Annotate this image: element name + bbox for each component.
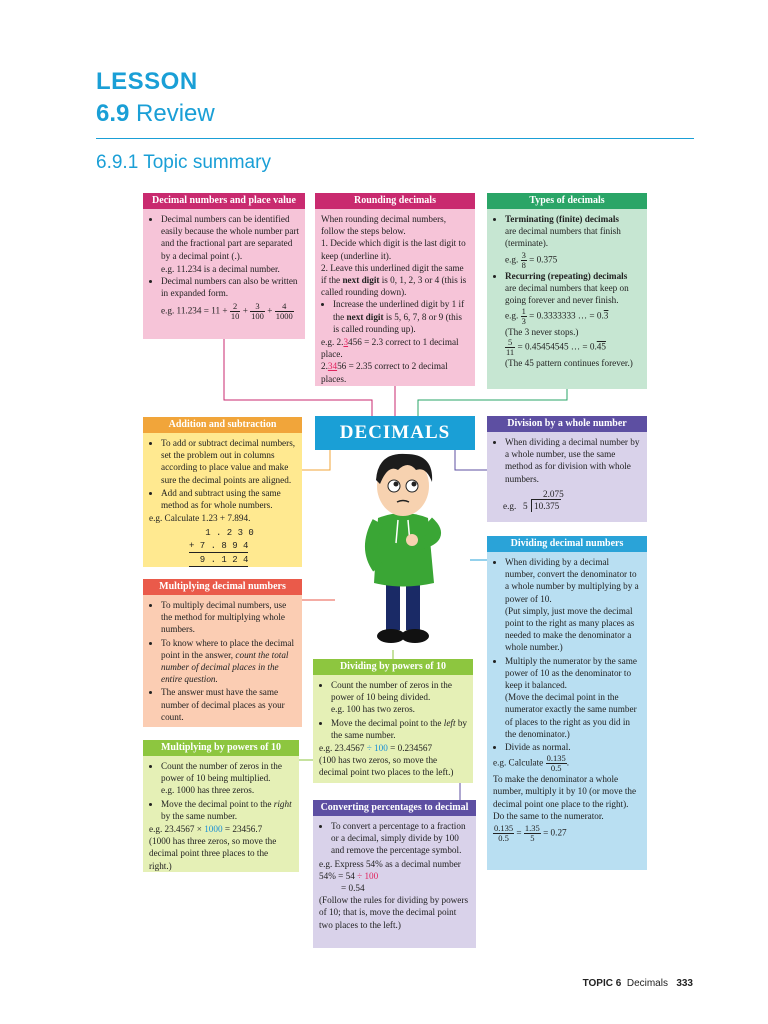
thinking-boy-illustration	[348, 448, 458, 648]
plus-sign: +	[242, 306, 248, 317]
division-whole-box	[487, 416, 647, 522]
multiplying-header: Multiplying decimal numbers	[143, 579, 302, 595]
dividing-decimals-header: Dividing decimal numbers	[487, 536, 647, 552]
addition-bullet-1: • To add or subtract decimal numbers, set the problem out in columns according to place value and make sure the decimal points are aligned.	[161, 437, 296, 486]
rounding-step-1: 1. Decide which digit is the last digit to keep (underline it).	[321, 238, 466, 261]
multiplying-bullet-1: • To multiply decimal numbers, use the method for multiplying whole numbers.	[161, 599, 296, 636]
dividing-decimals-explanation: To make the denominator a whole number, multiply it by 10 (or move the decimal point one place to the right). Do the same to the numerator.	[493, 774, 637, 821]
converting-step-2: = 0.54	[341, 883, 365, 894]
types-header: Types of decimals	[487, 193, 647, 209]
page-number: 333	[676, 978, 693, 989]
multiplying-bullet-3: • The answer must have the same number of decimal places as your count.	[161, 686, 296, 723]
rounding-header: Rounding decimals	[315, 193, 475, 209]
converting-bullet-1: • To convert a percentage to a fraction or a decimal, simply divide by 100 and remove the percentage symbol.	[331, 820, 470, 857]
rounding-step-2: 2. Leave this underlined digit the same if the next digit is 0, 1, 2, 3 or 4 (this is called rounding down).	[321, 262, 467, 298]
fraction: $\frac{3}{100}$	[251, 301, 264, 322]
long-division	[493, 486, 641, 516]
place-value-example-1: e.g. 11.234 is a decimal number.	[161, 263, 280, 274]
division-whole-bullet-1: • When dividing a decimal number by a whole number, use the same method as for division with whole numbers.	[505, 436, 641, 485]
division-dividend: 10.375	[531, 499, 561, 512]
section-heading: 6.9.1 Topic summary	[96, 152, 271, 173]
addition-result: 9 . 1 2 4	[189, 555, 249, 566]
dividing-decimals-bullet-2: • Multiply the numerator by the same power of 10 as the denominator to keep it balanced. (Move the decimal point in the numerator exactly the same number of places to the right as you did in the denominator.)	[505, 655, 641, 740]
types-recurring: • Recurring (repeating) decimals are decimal numbers that keep on going forever and never finish.	[505, 270, 641, 307]
types-example-2: e.g. $\frac{1}{3}$ = 0.3333333 … = 0.3	[505, 306, 609, 327]
division-divisor: 5	[523, 500, 528, 511]
multiplying-bullet-2: • To know where to place the decimal point in the answer, count the total number of decimal places in the entire question.	[161, 637, 296, 686]
converting-header: Converting percentages to decimal	[313, 800, 476, 816]
addition-box	[143, 417, 302, 567]
page-footer	[583, 978, 693, 989]
place-value-expanded-form	[149, 302, 299, 321]
multiplying-box	[143, 579, 302, 727]
dividing-powers-note: (100 has two zeros, so move the decimal point two places to the left.)	[319, 755, 454, 778]
dividing-powers-box	[313, 659, 473, 783]
footer-topic: TOPIC 6	[582, 978, 622, 989]
rounding-intro: When rounding decimal numbers, follow the steps below.	[321, 214, 447, 237]
place-value-bullet-2: • Decimal numbers can also be written in expanded form.	[161, 275, 299, 299]
converting-note: (Follow the rules for dividing by powers of 10; that is, move the decimal point two places to the left.)	[319, 895, 469, 930]
footer-topic-name: Decimals	[626, 978, 668, 989]
place-value-box	[143, 193, 305, 339]
lesson-label: LESSON	[96, 68, 198, 95]
converting-box	[313, 800, 476, 948]
rounding-step-3: • Increase the underlined digit by 1 if the next digit is 5, 6, 7, 8 or 9 (this is called rounding up).	[333, 298, 469, 335]
dividing-decimals-box	[487, 536, 647, 870]
types-example-3: $\frac{5}{11}$ = 0.45454545 … = 0.45	[506, 337, 606, 358]
addition-example: e.g. Calculate 1.23 + 7.894.	[149, 513, 251, 524]
dividing-powers-bullet-1: • Count the number of zeros in the power of 10 being divided. e.g. 100 has two zeros.	[331, 679, 467, 716]
types-note-1: (The 3 never stops.)	[505, 327, 579, 338]
fraction: $\frac{4}{1000}$	[275, 301, 293, 322]
division-quotient: 2.075	[543, 488, 564, 499]
types-note-2: (The 45 pattern continues forever.)	[505, 358, 633, 369]
topic-title: DECIMALS	[315, 416, 475, 450]
dividing-powers-bullet-2: • Move the decimal point to the left by the same number.	[331, 717, 467, 741]
division-eg-label: e.g.	[503, 500, 517, 511]
multiplying-powers-bullet-2: • Move the decimal point to the right by the same number.	[161, 798, 293, 822]
converting-step-1: 54% = 54 ÷ 100	[319, 870, 379, 881]
place-value-bullet-1: • Decimal numbers can be identified easily because the whole number part and the fractional part are separated by a decimal point (.).	[161, 213, 299, 262]
place-value-header: Decimal numbers and place value	[143, 193, 305, 209]
expanded-prefix: e.g. 11.234 = 11 +	[161, 306, 228, 317]
multiplying-powers-header: Multiplying by powers of 10	[143, 740, 299, 756]
division-whole-header: Division by a whole number	[487, 416, 647, 432]
lesson-number: 6.9	[96, 100, 130, 127]
dividing-decimals-example: e.g. Calculate $\frac{0.135}{0.5}$ .	[493, 753, 569, 774]
dividing-decimals-result: $\frac{0.135}{0.5}$ = $\frac{1.35}{5}$ = 0.27	[494, 823, 567, 844]
rounding-example-2: 2.3456 = 2.35 correct to 2 decimal places.	[321, 361, 448, 384]
addition-row: + 7 . 8 9 4	[189, 541, 249, 552]
types-terminating: • Terminating (finite) decimals are decimal numbers that finish (terminate).	[505, 213, 641, 250]
rounding-box	[315, 193, 475, 386]
dividing-decimals-bullet-3: • Divide as normal.	[505, 741, 641, 753]
types-example-1: e.g. $\frac{3}{8}$ = 0.375	[505, 249, 558, 270]
multiplying-powers-box	[143, 740, 299, 872]
dividing-decimals-bullet-1: • When dividing by a decimal number, convert the denominator to a whole number by multiplying by a power of 10. (Put simply, just move the decimal point to the right as many places as needed to make the denominator a whole number.)	[505, 556, 641, 654]
fraction: $\frac{2}{10}$	[230, 301, 240, 322]
converting-example: e.g. Express 54% as a decimal number	[319, 858, 461, 869]
multiplying-powers-bullet-1: • Count the number of zeros in the power of 10 being multiplied. e.g. 1000 has three zeros.	[161, 760, 293, 797]
dividing-powers-example: e.g. 23.4567 ÷ 100 = 0.234567	[319, 743, 433, 754]
addition-bullet-2: • Add and subtract using the same method as for whole numbers.	[161, 487, 296, 511]
plus-sign: +	[267, 306, 273, 317]
multiplying-powers-example: e.g. 23.4567 × 1000 = 23456.7	[149, 824, 263, 835]
addition-row: 1 . 2 3 0	[189, 528, 254, 539]
types-box	[487, 193, 647, 389]
column-addition	[149, 526, 296, 567]
lesson-name: Review	[136, 100, 215, 127]
dividing-powers-header: Dividing by powers of 10	[313, 659, 473, 675]
addition-header: Addition and subtraction	[143, 417, 302, 433]
multiplying-powers-note: (1000 has three zeros, so move the decimal point three places to the right.)	[149, 836, 277, 871]
rounding-example-1: e.g. 2.3456 = 2.3 correct to 1 decimal place.	[321, 337, 459, 360]
